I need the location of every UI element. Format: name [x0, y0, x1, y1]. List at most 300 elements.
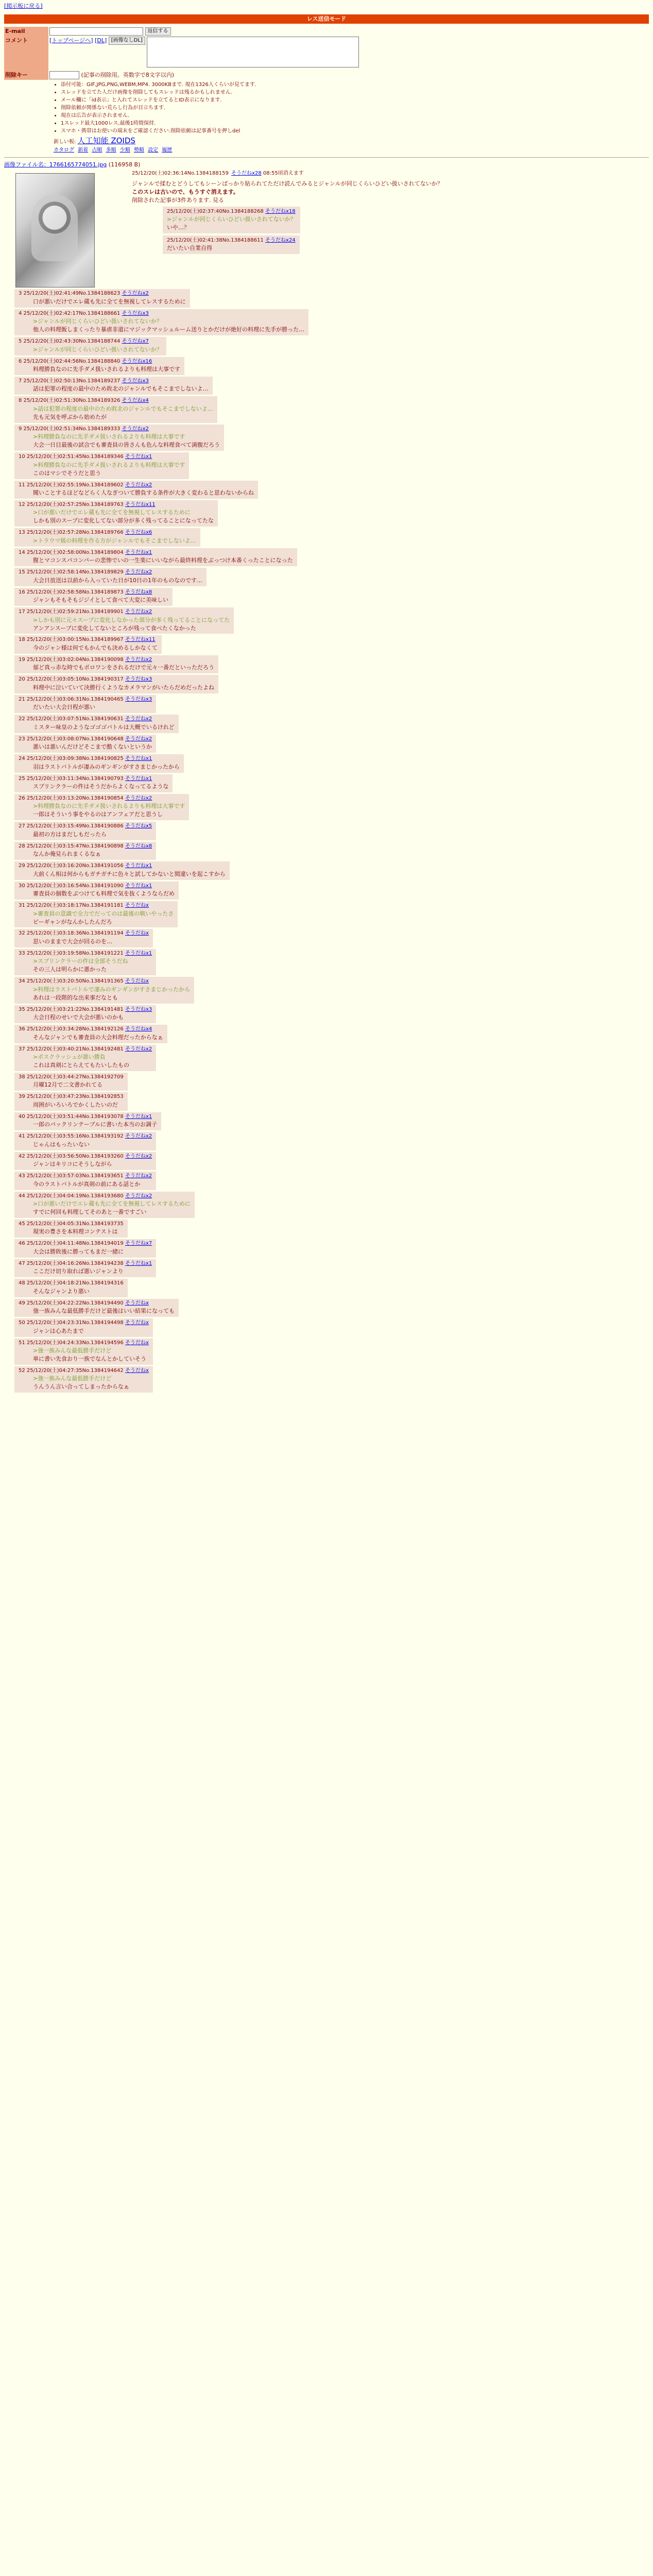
reply-row: [14, 977, 194, 1003]
reply-content: [33, 556, 293, 565]
reply-number: 51: [19, 1340, 25, 1346]
reply-meta-text: 25/12/20(土)02:44:56No.1384188840: [22, 358, 122, 364]
reply-meta: [19, 1093, 124, 1101]
sodane-link[interactable]: そうだねx: [125, 978, 149, 985]
reply-body: ここだけ切り取れば悪いジャンより: [33, 1268, 124, 1275]
reply-content: [33, 910, 174, 926]
reply-meta-text: 25/12/20(土)02:43:30No.1384188744: [22, 338, 122, 345]
new-board-link[interactable]: 人工知能 ZOIDS: [77, 135, 135, 145]
reply-row: [14, 289, 190, 307]
sodane-link[interactable]: そうだねx11: [125, 637, 156, 643]
reply-content: [33, 1121, 157, 1129]
hot-sort-link[interactable]: 勢順: [133, 147, 144, 154]
sodane-link[interactable]: そうだねx1: [125, 549, 152, 555]
reply-body: 羽はラストバトルが凄みのギンギンがすさまじかったから: [33, 763, 180, 770]
sodane-link[interactable]: そうだねx3: [125, 1006, 152, 1012]
reply-number: 10: [19, 454, 25, 460]
reply-meta: [19, 843, 152, 851]
note-item: • 削除依頼が関係ない荒らし行為が目立ちます.: [61, 104, 653, 112]
catalog-link[interactable]: カタログ: [54, 147, 74, 154]
reply-meta-text: 25/12/20(土)03:47:23No.1384192853: [25, 1094, 124, 1100]
reply-body: 聞いことするほどなどらく人なぎついて勝負する条件が大きく変わると思わないからね: [33, 489, 254, 496]
sodane-link[interactable]: そうだねx1: [125, 756, 152, 762]
reply-body: だいたい大会日程が悪い: [33, 704, 95, 711]
quote-text: >ジャンルが同じくらいひどい扱いされてないか？: [33, 318, 162, 325]
sodane-link[interactable]: そうだねx3: [125, 676, 152, 683]
reply-number: 15: [19, 569, 25, 575]
op-quote-replies: [132, 207, 653, 255]
reply-body: 今のラストバトルが真剣の前にある話とか: [33, 1180, 141, 1188]
delkey-field[interactable]: [49, 71, 79, 79]
reply-row: [14, 1318, 153, 1336]
note-item: • スマホ・携帯はお使いの端末をご確認ください.削除依頼は記事番号を押しdel: [61, 127, 653, 135]
reply-body: じゃんはもったいない: [33, 1141, 90, 1148]
reply-meta: [19, 397, 213, 405]
reply-meta-text: 25/12/20(土)02:51:34No.1384189333: [22, 426, 122, 432]
sodane-link[interactable]: そうだねx: [125, 1340, 149, 1346]
reply-meta-text: 25/12/20(土)02:58:00No.1384189804: [25, 549, 125, 555]
reply-row: [14, 1259, 156, 1277]
reply-meta-text: 25/12/20(土)03:55:16No.1384193192: [25, 1133, 125, 1140]
post-form: [4, 27, 360, 80]
reply-body: 大会一日目最後の試合でも審査員の皆さんも色んな料理食べて満腹だろう: [33, 442, 220, 449]
note-item: • メール欄に「id表示」と入れてスレッドを立てるとID表示になります.: [61, 96, 653, 104]
top-page-link[interactable]: [トップページへ]: [49, 37, 93, 44]
reply-row: [14, 754, 184, 772]
reply-meta: [19, 775, 168, 783]
reply-content: [33, 644, 158, 652]
op-image[interactable]: [15, 173, 95, 287]
reply-number: 9: [19, 426, 22, 432]
reply-body: 大会日程のせいで大会が悪いのかも: [33, 1014, 124, 1021]
reply-body: 郁ど真っ赤な時でもポロワンをされるだけで元々一番だといっただろう: [33, 664, 214, 671]
reply-meta: [19, 930, 149, 938]
reply-content: [33, 537, 196, 545]
reply-row: [14, 528, 200, 546]
sodane-link[interactable]: そうだねx4: [125, 1026, 152, 1032]
reply-meta-text: 25/12/20(土)03:21:22No.1384191481: [25, 1006, 125, 1012]
reply-meta-text: 25/12/20(土)02:57:28No.1384189766: [25, 530, 125, 536]
reply-content: [33, 703, 152, 711]
reply-meta-text: 25/12/20(土)04:05:31No.1384193735: [25, 1221, 124, 1227]
sodane-link[interactable]: そうだねx1: [125, 950, 152, 956]
reply-body: 口が悪いだけでエレ蔵も先に全てを無視してレスするために: [33, 298, 186, 305]
sodane-link[interactable]: そうだねx1: [125, 1113, 152, 1120]
reply-content: [33, 1347, 149, 1363]
op-deleted-note: 削除された記事が3件あります. 見る: [132, 196, 224, 204]
reply-content: [33, 365, 180, 374]
note-item: • 添付可能：GIF,JPG,PNG,WEBM,MP4. 3000KBまで. 現在1326人くらいが見てます.: [61, 81, 653, 89]
sodane-link[interactable]: そうだねx: [125, 903, 149, 909]
new-sort-link[interactable]: 新着: [78, 147, 89, 154]
reply-meta: [19, 589, 168, 597]
reply-body: 腹とマコンスパコンパーの悲惨でいの一生楽にいいながら最終料理をぶっつけ本番くったことになった: [33, 557, 293, 564]
sodane-link[interactable]: そうだねx4: [122, 398, 149, 404]
reply-meta-text: 25/12/20(土)03:11:34No.1384190793: [25, 775, 125, 782]
reply-meta-text: 25/12/20(土)03:18:17No.1384191181: [25, 903, 125, 909]
reply-body: 大前くん相は何からもガチガチに色々と試してかないと間違いを起こすから: [33, 870, 226, 877]
quote-text: >スプリンクラーの件は全部そうだね: [33, 958, 128, 965]
reply-row: [14, 1132, 156, 1150]
reply-meta: [167, 208, 296, 216]
reply-number: 29: [19, 863, 25, 869]
sodane-link[interactable]: そうだねx1: [125, 454, 152, 460]
reply-row: [14, 1239, 156, 1257]
reply-meta-text: 25/12/20(土)04:16:26No.1384194238: [25, 1260, 125, 1266]
reply-row: [14, 1279, 128, 1297]
reply-number: 30: [19, 883, 25, 889]
sodane-link[interactable]: そうだねx2: [125, 1173, 152, 1179]
history-link[interactable]: 履歴: [162, 147, 173, 154]
reply-meta: [19, 1260, 152, 1268]
reply-body: このはマシでそうだと思う: [33, 469, 101, 477]
reply-content: [33, 346, 162, 354]
reply-meta-text: 25/12/20(土)03:51:44No.1384193078: [25, 1113, 125, 1120]
reply-meta-text: 25/12/20(土)03:56:50No.1384193260: [25, 1153, 125, 1159]
email-label: E-mail: [4, 27, 48, 36]
reply-body: その三人は明らかに悪かった: [33, 966, 107, 973]
reply-content: [33, 684, 214, 692]
reply-meta-text: 25/12/20(土)03:57:03No.1384193651: [25, 1173, 125, 1179]
reply-body: 他人の料理飯しまくったり暴虐非道にマジックマッシュルーム送りとかだけが絶好の料理に先手が勝った…: [33, 326, 305, 333]
reply-number: 20: [19, 676, 25, 683]
reply-body: 話は犯罪の程度の最中のため敗北のジャンルでもそこまでしないよ…: [33, 385, 209, 393]
dl-no-image-button[interactable]: [画像なしDL]: [109, 37, 145, 45]
note-item: • スレッドを立てた人だけ画像を削除してもスレッドは残るかもしれません.: [61, 89, 653, 96]
reply-content: [33, 664, 214, 672]
sodane-link[interactable]: そうだねx1: [125, 1260, 152, 1266]
reply-body: 悪いは悪いんだけどそこまで酷くないというか: [33, 743, 152, 751]
reply-body: 強一族みんな最低勝手だけど最後はいい結果になっても: [33, 1308, 175, 1315]
sodane-link[interactable]: そうだねx8: [125, 589, 152, 595]
sodane-link[interactable]: そうだねx5: [125, 823, 152, 829]
quote-text: >料理勝負なのに先手ダメ扱いされるよりも料理は大事です: [33, 433, 185, 440]
quote-text: >ポスクラッシュが悪い勝負: [33, 1054, 106, 1060]
reply-body: 今のジャン様は何でもかんでも決めるしかなくて: [33, 644, 158, 651]
reply-meta: [19, 501, 214, 509]
reply-content: [33, 385, 209, 393]
reply-meta: [19, 1240, 152, 1248]
reply-row: [14, 774, 173, 792]
reply-row: [14, 568, 207, 586]
reply-content: [33, 1180, 152, 1189]
email-field[interactable]: [49, 27, 143, 36]
reply-meta-text: 25/12/20(土)03:02:04No.1384190098: [25, 656, 125, 663]
reply-body: 最初の方はまだしもだったら: [33, 831, 107, 838]
quote-text: >口が悪いだけでエレ蔵も先に全てを無視してレスするために: [33, 1200, 191, 1207]
op-image-filename[interactable]: 画像ファイル名：1766165774051.jpg: [4, 161, 107, 168]
reply-content: [33, 1033, 163, 1042]
quote-text: >ジャンルが同じくらいひどい扱いされてないか？: [33, 346, 162, 353]
reply-meta-text: 25/12/20(土)03:20:50No.1384191365: [25, 978, 125, 985]
quote-text: >話は犯罪の程度の最中のため敗北のジャンルでもそこまでしないよ…: [33, 405, 213, 412]
op-quote-reply: [163, 235, 300, 254]
reply-meta: [19, 883, 175, 890]
quote-text: >料理はラストバトルで凄みのギンギンがすさまじかったから: [33, 986, 191, 993]
sodane-link[interactable]: そうだねx: [125, 1320, 149, 1326]
reply-meta: [19, 549, 293, 557]
reply-meta-text: 25/12/20(土)02:41:49No.1384188623: [22, 291, 122, 297]
reply-number: 40: [19, 1113, 25, 1120]
sodane-link[interactable]: そうだねx2: [122, 426, 149, 432]
sodane-link[interactable]: そうだねx7: [125, 1241, 152, 1247]
reply-body: 先も元気を呼ぶから始めたが: [33, 413, 107, 420]
delkey-label: 削除キー: [4, 71, 48, 80]
reply-meta-text: 25/12/20(土)02:51:45No.1384189346: [25, 454, 125, 460]
sodane-link[interactable]: そうだねx2: [125, 795, 152, 801]
reply-number: 27: [19, 823, 25, 829]
reply-meta: [19, 358, 180, 366]
sodane-link[interactable]: そうだねx2: [125, 656, 152, 663]
reply-content: [33, 1013, 152, 1022]
op-image-file-line: [4, 161, 653, 169]
sodane-link[interactable]: そうだねx2: [125, 569, 152, 575]
reply-content: [33, 1200, 191, 1216]
reply-body: 料理勝負なのに先手ダメ扱いされるよりも料理は大事です: [33, 366, 180, 372]
reply-number: 14: [19, 549, 25, 555]
reply-row: [14, 1366, 153, 1393]
reply-meta: [19, 1300, 175, 1308]
sodane-link[interactable]: そうだねx1: [125, 863, 152, 869]
comment-label: コメント: [4, 36, 48, 71]
reply-row: [14, 929, 153, 947]
op-meta: [132, 170, 653, 178]
reply-content: [33, 1081, 124, 1089]
reply-meta: [19, 862, 226, 870]
reply-meta: [19, 1074, 124, 1081]
reply-number: 25: [19, 775, 25, 782]
reply-meta: [19, 1319, 149, 1327]
sodane-link[interactable]: そうだねx2: [125, 1133, 152, 1140]
sodane-link[interactable]: そうだねx2: [125, 482, 152, 488]
reply-content: [33, 433, 220, 449]
sodane-link[interactable]: そうだねx2: [125, 736, 152, 742]
sodane-link[interactable]: そうだねx11: [125, 501, 156, 507]
reply-content: [33, 1327, 149, 1335]
reply-meta-text: 25/12/20(土)03:40:21No.1384192481: [25, 1046, 125, 1052]
reply-number: 7: [19, 378, 22, 384]
reply-meta: [19, 676, 214, 684]
reply-row: [14, 1112, 161, 1130]
sodane-link[interactable]: そうだねx8: [125, 843, 152, 849]
reply-row: [14, 735, 156, 753]
reply-body: ミスター味皇のようなゴゴゴバトルは大概でいるけれど: [33, 723, 175, 731]
reply-number: 42: [19, 1153, 25, 1159]
reply-content: [33, 870, 226, 878]
reply-number: 17: [19, 609, 25, 615]
note-item: • 現在は広告が表示されません.: [61, 112, 653, 120]
reply-number: 43: [19, 1173, 25, 1179]
reply-meta-text: 25/12/20(土)03:08:07No.1384190648: [25, 736, 125, 742]
note-item: • 1スレッド最大1000レス,最後1時間保持.: [61, 120, 653, 127]
reply-number: 13: [19, 530, 25, 536]
op-post: [4, 169, 653, 287]
sodane-link[interactable]: そうだねx: [125, 1300, 149, 1306]
few-sort-link[interactable]: 少順: [119, 147, 130, 154]
reply-meta-text: 25/12/20(土)02:42:17No.1384188661: [22, 310, 122, 316]
reply-body: 料理中に泣いていて決勝行くようなカメラマンがいたらだめだったよね: [33, 684, 214, 691]
op-body: ジャンルで揉むとどうしてもシーンばっかり貼られてただけ読んでみるとジャンルが同じくらいひどい扱いされてないか？: [132, 180, 443, 187]
dl-link[interactable]: [DL]: [95, 37, 107, 44]
sodane-link[interactable]: そうだねx2: [125, 716, 152, 722]
submit-button[interactable]: 返信する: [145, 27, 171, 36]
reply-meta-text: 25/12/20(土)03:16:54No.1384191090: [25, 883, 125, 889]
sodane-link[interactable]: そうだねx3: [122, 378, 149, 384]
reply-content: [33, 763, 180, 771]
sodane-link[interactable]: そうだねx2: [125, 1153, 152, 1159]
reply-meta: [19, 1153, 152, 1161]
sodane-link[interactable]: そうだねx1: [125, 775, 152, 782]
reply-row: [14, 1299, 179, 1317]
reply-body: なんか俺見られまくるなぁ: [33, 851, 101, 858]
sodane-link[interactable]: そうだねx3: [122, 310, 149, 316]
reply-row: [14, 695, 156, 713]
quote-text: >トラウマ級の料理を作る方がジャンルでもそこまでしないよ…: [33, 537, 196, 544]
quote-text: >しかも別に元々スープに変化しなかった部分が多く残ってることになってた: [33, 616, 230, 623]
reply-number: 46: [19, 1241, 25, 1247]
reply-body: あれは一段階的な出来事だなとも: [33, 994, 118, 1001]
reply-number: 6: [19, 358, 22, 364]
reply-meta: [19, 950, 152, 958]
reply-meta: [19, 338, 162, 346]
sodane-link[interactable]: そうだねx16: [122, 358, 152, 364]
reply-meta-text: 25/12/20(土)04:27:35No.1384194642: [25, 1367, 125, 1374]
reply-meta-text: 25/12/20(土)02:51:30No.1384189326: [22, 398, 122, 404]
reply-number: 39: [19, 1094, 25, 1100]
reply-meta: [19, 426, 220, 433]
reply-content: [33, 783, 168, 791]
reply-content: [33, 616, 230, 633]
op-quote-reply: [163, 207, 300, 233]
reply-row: [14, 1073, 128, 1091]
reply-row: [14, 1219, 128, 1238]
comment-textarea[interactable]: [147, 37, 359, 67]
settings-link[interactable]: 設定: [148, 147, 159, 154]
reply-meta-text: 25/12/20(土)02:55:19No.1384189602: [25, 482, 125, 488]
reply-meta-text: 25/12/20(土)02:50:13No.1384189237: [22, 378, 122, 384]
reply-row: [14, 1192, 195, 1218]
reply-meta-text: 25/12/20(土)04:11:48No.1384194019: [25, 1241, 125, 1247]
reply-body: すでに何回も料理してそのあと一番ですごい: [33, 1208, 147, 1215]
op-expire: 08:55頃消えます: [263, 171, 304, 177]
reply-body: うんうん言い合ってしまったからなぁ: [33, 1383, 129, 1391]
reply-body: ジャンもそもそもジジイとして食べて大変に美味しい: [33, 597, 168, 604]
sodane-link[interactable]: そうだねx3: [125, 696, 152, 702]
board-notes: [54, 81, 653, 155]
reply-content: [33, 1141, 152, 1149]
reply-number: 18: [19, 637, 25, 643]
many-sort-link[interactable]: 多順: [106, 147, 116, 154]
reply-meta: [19, 1221, 124, 1228]
back-to-board-link[interactable]: [掲示板に戻る]: [4, 3, 43, 9]
sodane-link[interactable]: そうだねx2: [122, 291, 149, 297]
top-bar: [0, 0, 653, 12]
reply-content: [33, 1101, 124, 1109]
reply-meta-text: 25/12/20(土)02:58:58No.1384189873: [25, 589, 125, 595]
reply-row: [14, 309, 308, 335]
reply-meta: [19, 1280, 124, 1287]
sodane-link[interactable]: そうだねx7: [122, 338, 149, 345]
reply-row: [14, 588, 173, 606]
mode-bar: レス送信モード: [4, 14, 649, 24]
reply-meta: [19, 978, 190, 986]
reply-meta: [19, 636, 158, 644]
reply-content: [33, 596, 168, 604]
quote-text: >口が悪いだけでエレ蔵も先に全てを無視してレスするために: [33, 509, 191, 516]
sodane-link[interactable]: そうだねx6: [125, 530, 152, 536]
sodane-link[interactable]: そうだねx1: [125, 883, 152, 889]
reply-body: 大会日放送は以前から入っていた日が10日の1年のものなのです…: [33, 577, 202, 584]
reply-meta-text: 25/12/20(土)02:37:40No.1384188268: [167, 208, 266, 214]
reply-body: ビーギャンがなんかしたんだろ: [33, 918, 112, 925]
old-sort-link[interactable]: 古順: [92, 147, 102, 154]
reply-body: 単に書い先食おり一族でなんとかしていそう: [33, 1355, 146, 1362]
reply-number: 33: [19, 950, 25, 956]
reply-meta: [19, 1006, 152, 1014]
reply-content: [33, 890, 175, 898]
sodane-link[interactable]: そうだねx2: [125, 609, 152, 615]
reply-body: 一郎はそういう事をやるのはアンフェアだと思うし: [33, 811, 163, 818]
reply-meta: [19, 1133, 152, 1141]
reply-row: [14, 949, 156, 975]
reply-number: 26: [19, 795, 25, 801]
reply-row: [14, 715, 179, 733]
reply-content: [33, 986, 190, 1002]
reply-content: [33, 1307, 175, 1315]
new-board-prefix: 新しい板:: [54, 139, 76, 145]
reply-number: 8: [19, 398, 22, 404]
sodane-link[interactable]: そうだねx: [125, 1367, 149, 1374]
sodane-link[interactable]: そうだねx24: [265, 237, 296, 243]
reply-number: 45: [19, 1221, 25, 1227]
reply-meta-text: 25/12/20(土)04:23:31No.1384194498: [25, 1320, 125, 1326]
reply-meta: [19, 569, 202, 577]
reply-body: ジャンは心あたまで: [33, 1327, 84, 1334]
sodane-link[interactable]: そうだねx: [125, 930, 149, 937]
reply-meta: [19, 1367, 149, 1375]
reply-row: [14, 337, 166, 355]
reply-number: 23: [19, 736, 25, 742]
reply-meta-text: 25/12/20(土)04:04:19No.1384193680: [25, 1193, 125, 1199]
reply-meta: [19, 656, 214, 664]
reply-row: [14, 635, 162, 653]
reply-content: [33, 298, 186, 306]
reply-body: ジャンはキリコにそうしながら: [33, 1161, 112, 1168]
reply-meta-text: 25/12/20(土)03:13:20No.1384190854: [25, 795, 125, 801]
sodane-link[interactable]: そうだねx2: [125, 1193, 152, 1199]
reply-meta-text: 25/12/20(土)04:22:22No.1384194490: [25, 1300, 125, 1306]
reply-row: [14, 822, 156, 840]
op-text: [132, 169, 653, 254]
reply-number: 4: [19, 310, 22, 316]
reply-number: 49: [19, 1300, 25, 1306]
reply-body: そんなジャンより悪い: [33, 1287, 90, 1295]
reply-number: 38: [19, 1074, 25, 1080]
reply-content: [33, 1053, 152, 1070]
reply-number: 36: [19, 1026, 25, 1032]
op-warning: このスレは古いので、もうすぐ消えます。: [132, 188, 239, 195]
reply-row: [14, 675, 218, 693]
op-sodane-link[interactable]: そうだねx28: [231, 171, 262, 177]
op-image-size: (116958 B): [108, 161, 141, 168]
delkey-note: (記事の削除用。英数字で8文字以内): [81, 71, 175, 78]
reply-row: [14, 794, 189, 820]
reply-meta-text: 25/12/20(土)03:16:20No.1384191056: [25, 863, 125, 869]
reply-content: [33, 1228, 124, 1236]
reply-content: [33, 1248, 152, 1256]
sodane-link[interactable]: そうだねx18: [265, 208, 296, 214]
sodane-link[interactable]: そうだねx2: [125, 1046, 152, 1052]
